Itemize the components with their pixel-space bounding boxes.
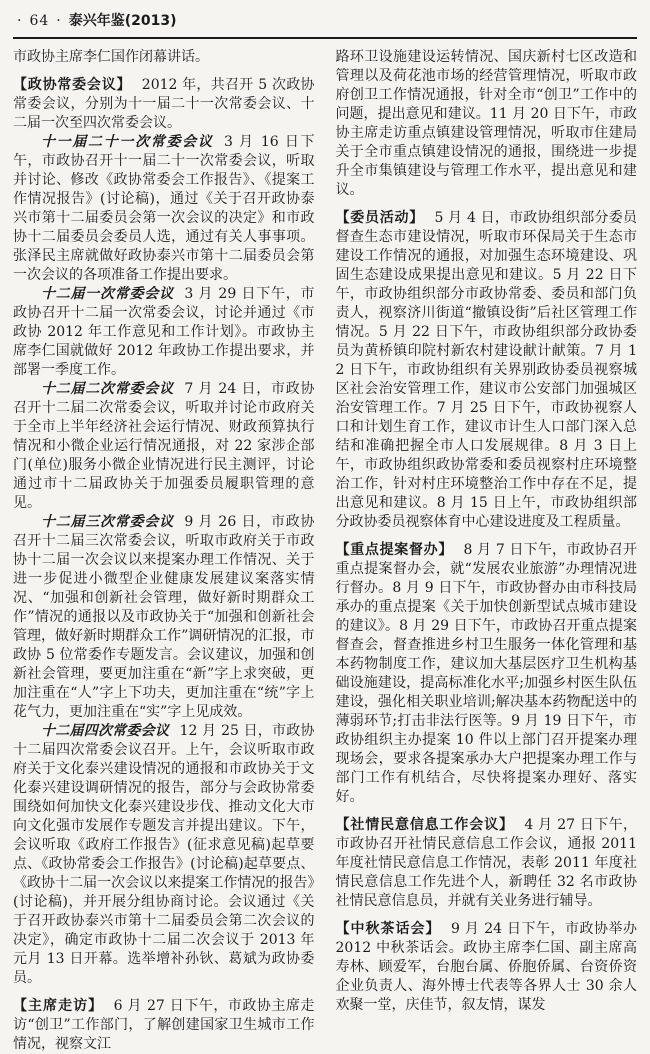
page-header <box>13 6 637 39</box>
entry-tag: 【社情民意信息工作会议】 <box>335 817 514 833</box>
sub-entry-paragraph <box>13 133 315 285</box>
sub-entry-paragraph <box>13 285 315 380</box>
meeting-name: 十一届二十一次常委会议 <box>41 134 214 150</box>
right-column <box>336 48 638 1054</box>
paragraph-text: 12 月 25 日，市政协十二届四次常委会议召开。上午，会议听取市政府关于文化泰兴建设情况的通报和市政协关于文化泰兴建设调研情况的报告，部分与会政协常委围绕如何加快文化泰兴建设步伐、推动文化大市向文化强市发展作专题发言并提出建议。下午，会议听取《政府工作报告》(征求意见稿)起草要点、《政协常委会工作报告》(讨论稿)起草要点、《政协十二届一次会议以来提案工作情况的报告》(讨论稿)，并开展分组协商讨论。会议通过《关于召开政协泰兴市第十二届委员会第二次会议的决定》，确定市政协十二届二次会议于 2013 年元月 13 日开幕。选举增补孙钬、葛斌为政协委员。 <box>13 723 315 986</box>
left-column <box>13 48 315 1054</box>
folio-dot-right: · <box>56 13 62 29</box>
book-title: 泰兴年鉴(2013) <box>68 13 177 29</box>
entry-tag: 【重点提案督办】 <box>335 542 454 558</box>
text-columns <box>13 39 637 1054</box>
page-number: 64 <box>29 13 50 29</box>
meeting-name: 十二届三次常委会议 <box>41 514 174 530</box>
folio-dot-left: · <box>17 13 23 29</box>
entry-tag: 【委员活动】 <box>335 210 424 226</box>
entry-paragraph <box>13 997 315 1054</box>
entry-tag: 【政协常委会议】 <box>13 77 132 93</box>
meeting-name: 十二届四次常委会议 <box>41 723 170 739</box>
paragraph-text: 5 月 4 日，市政协组织部分委员督查生态市建设情况，听取市环保局关于生态市建设工作情况的通报，对加强生态环境建设、巩固生态建设成果提出意见和建议。5 月 22 日下午，市政协组织部分市政协常委、委员和部门负责人，视察济川街道“撤镇设街”后社区管理工作情况。5 月 22 日下午，市政协组织部分政协委员为黄桥镇印院村新农村建设献计献策。7 月 12 日下午，市政协组织有关界别政协委员视察城区社会治安管理工作，建议市公安部门加强城区治安管理工作。7 月 25 日下午，市政协视察人口和计划生育工作，建议市计生人口部门深入总结和准确把握全市人口发展规律。8 月 3 日上午，市政协组织政协常委和委员视察村庄环境整治工作，针对村庄环境整治工作中存在不足，提出意见和建议。8 月 15 日上午，市政协组织部分政协委员视察体育中心建设进度及工程质量。 <box>335 210 637 530</box>
meeting-name: 十二届一次常委会议 <box>41 286 174 302</box>
paragraph-text: 9 月 26 日，市政协召开十二届三次常委会议，听取市政府关于市政协十二届一次会议以来提案办理工作情况、关于进一步促进小微型企业健康发展建议案落实情况、“加强和创新社会管理，做好新时期群众工作”情况的通报以及市政协关于“加强和创新社会管理，做好新时期群众工作”调研情况的汇报，市政协 5 位常委作专题发言。会议建议，加强和创新社会管理，要更加注重在“新”字上求突破，更加注重在“人”字上下功夫，更加注重在“统”字上花气力，更加注重在“实”字上见成效。 <box>13 514 315 720</box>
paragraph-text: 6 月 27 日下午，市政协主席走访“创卫”工作部门，了解创建国家卫生城市工作情况，视察文江 <box>13 998 315 1052</box>
entry-paragraph <box>336 541 638 807</box>
sub-entry-paragraph <box>13 513 315 722</box>
entry-paragraph <box>336 920 638 1015</box>
entry-paragraph <box>336 209 638 532</box>
continuation-paragraph <box>336 48 638 200</box>
entry-tag: 【中秋茶话会】 <box>335 921 441 937</box>
paragraph-text: 7 月 24 日，市政协召开十二届二次常委会议，听取并讨论市政府关于全市上半年经济社会运行情况、财政预算执行情况和小微企业运行情况通报，对 22 家涉企部门(单位)服务小微企业情况进行民主测评，讨论通过市十二届政协关于加强委员履职管理的意见。 <box>13 381 315 511</box>
paragraph-text: 3 月 16 日下午，市政协召开十一届二十一次常委会议，听取并讨论、修改《政协常委会工作报告》、《提案工作情况报告》(讨论稿)，通过《关于召开政协泰兴市第十二届委员会第一次会议的决定》和市政协十二届委员会委员人选，通过有关人事事项。张泽民主席就做好政协泰兴市第十二届委员会第一次会议的各项准备工作提出要求。 <box>13 134 315 283</box>
paragraph-text: 路环卫设施建设运转情况、国庆新村七区改造和管理以及荷花池市场的经营管理情况，听取市政府创卫工作情况通报，针对全市“创卫”工作中的问题，提出意见和建议。11 月 20 日下午，市政协主席走访重点镇建设管理情况，听取市住建局关于全市重点镇建设情况的通报，围绕进一步提升全市集镇建设与管理工作水平，提出意见和建议。 <box>335 49 637 198</box>
paragraph-text: 8 月 7 日下午，市政协召开重点提案督办会，就“发展农业旅游”办理情况进行督办。8 月 9 日下午，市政协督办由市科技局承办的重点提案《关于加快创新型试点城市建设的建议》。8 月 29 日下午，市政协召开重点提案督查会，督查推进乡村卫生服务一体化管理和基本药物制度工作，建议加大基层医疗卫生机构基础设施建设，提高标准化水平;加强乡村医生队伍建设，强化相关职业培训;解决基本药物配送中的薄弱环节;打击非法行医等。9 月 19 日下午，市政协组织主办提案 10 件以上部门召开提案办理现场会，要求各提案承办大户把提案办理工作与部门工作有机结合，尽快将提案办理好、落实好。 <box>335 542 637 805</box>
sub-entry-paragraph <box>13 380 315 513</box>
paragraph-text: 3 月 29 日下午，市政协召开十二届一次常委会议，讨论并通过《市政协 2012 年工作意见和工作计划》。市政协主席李仁国就做好 2012 年政协工作提出要求，并部署一季度工作。 <box>13 286 315 378</box>
meeting-name: 十二届二次常委会议 <box>41 381 174 397</box>
continuation-paragraph <box>13 48 315 67</box>
sub-entry-paragraph <box>13 722 315 988</box>
entry-paragraph <box>336 816 638 911</box>
paragraph-text: 4 月 27 日下午，市政协召开社情民意信息工作会议，通报 2011 年度社情民意信息工作情况，表彰 2011 年度社情民意信息工作先进个人，新聘任 32 名市政协社情民意信息员，并就有关业务进行辅导。 <box>335 817 637 909</box>
paragraph-text: 2012 年，共召开 5 次政协常委会议，分别为十一届二十一次常委会议、十二届一次至四次常委会议。 <box>13 77 315 131</box>
paragraph-text: 市政协主席李仁国作闭幕讲话。 <box>13 49 209 65</box>
entry-tag: 【主席走访】 <box>13 998 104 1014</box>
paragraph-text: 9 月 24 日下午，市政协举办 2012 中秋茶话会。政协主席李仁国、副主席高寿林、顾爱军，台胞台属、侨胞侨属、台资侨资企业负责人、海外博士代表等各界人士 30 余人欢聚一堂，庆佳节，叙友情，谋发 <box>335 921 638 1013</box>
entry-paragraph <box>13 76 315 133</box>
